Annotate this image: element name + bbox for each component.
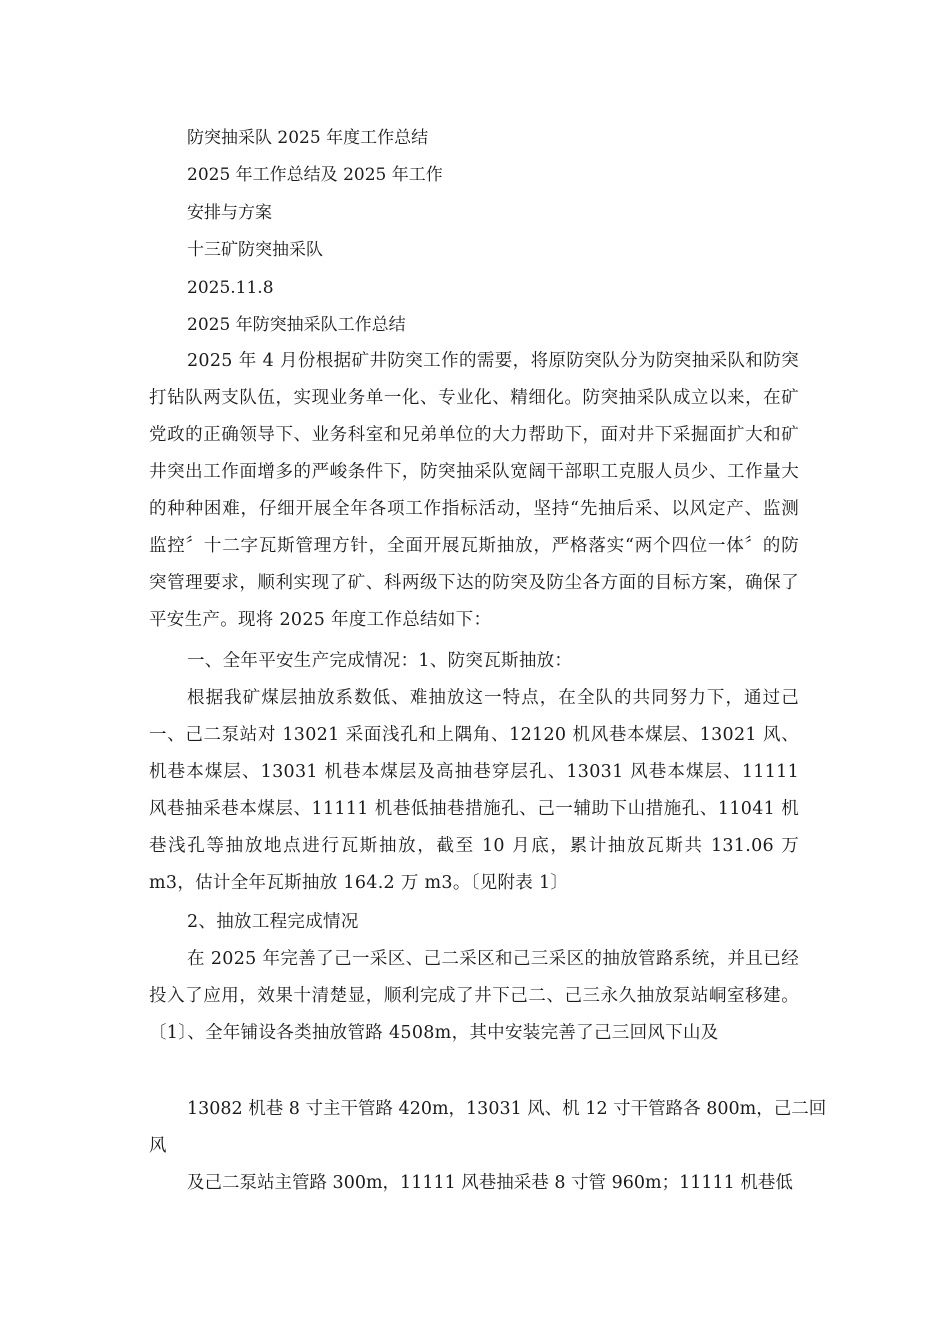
project-paragraph: [149, 941, 799, 1052]
heading-2-paragraph: [149, 904, 799, 941]
pipeline-line-3: 及己二泵站主管路 300m，11111 风巷抽采巷 8 寸管 960m；11111 机巷低: [187, 1173, 793, 1193]
heading-1-paragraph: [149, 643, 799, 680]
heading-2-text: 2、抽放工程完成情况: [187, 912, 359, 932]
pipeline-line-2: 风: [149, 1136, 167, 1156]
heading-1-text: 一、全年平安生产完成情况：1、防突瓦斯抽放：: [187, 651, 573, 671]
doc-title-line-2: 2025 年工作总结及 2025 年工作: [187, 165, 443, 185]
gas-drainage-text: 根据我矿煤层抽放系数低、难抽放这一特点，在全队的共同努力下，通过己一、己二泵站对 13021 采面浅孔和上隅角、12120 机风巷本煤层、13021 风、机巷本煤层、13031 机巷本煤层及高抽巷穿层孔、13031 风巷本煤层、11111 风巷抽采巷本煤层、11111 机巷低抽巷措施孔、己一辅助下山措施孔、11041 机巷浅孔等抽放地点进行瓦斯抽放，截至 10 月底，累计抽放瓦斯共 131.06 万 m3，估计全年瓦斯抽放 164.2 万 m3。〔见附表 1〕: [149, 688, 799, 893]
section-title: 2025 年防突抽采队工作总结: [187, 315, 406, 335]
doc-title-line-1: 防突抽采队 2025 年度工作总结: [187, 128, 429, 148]
unit-name: 十三矿防突抽采队: [187, 240, 323, 260]
doc-title-line-3: 安排与方案: [187, 203, 272, 223]
intro-paragraph: [149, 343, 799, 639]
doc-date: 2025.11.8: [187, 278, 274, 298]
project-text: 在 2025 年完善了己一采区、己二采区和己三采区的抽放管路系统，并且已经投入了应用，效果十清楚显，顺利完成了井下己二、己三永久抽放泵站峒室移建。〔1〕、全年铺设各类抽放管路 4508m，其中安装完善了己三回风下山及: [149, 949, 799, 1043]
intro-text: 2025 年 4 月份根据矿井防突工作的需要，将原防突队分为防突抽采队和防突打钻队两支队伍，实现业务单一化、专业化、精细化。防突抽采队成立以来，在矿党政的正确领导下、业务科室和兄弟单位的大力帮助下，面对井下采掘面扩大和矿井突出工作面增多的严峻条件下，防突抽采队宽阔干部职工克服人员少、工作量大的种种困难，仔细开展全年各项工作指标活动，坚持“先抽后采、以风定产、监测监控〞十二字瓦斯管理方针，全面开展瓦斯抽放，严格落实“两个四位一体〞的防突管理要求，顺利实现了矿、科两级下达的防突及防尘各方面的目标方案，确保了平安生产。现将 2025 年度工作总结如下：: [149, 351, 799, 630]
pipeline-line-1: 13082 机巷 8 寸主干管路 420m，13031 风、机 12 寸干管路各 800m，己二回: [187, 1099, 827, 1119]
gas-drainage-paragraph: [149, 680, 799, 902]
